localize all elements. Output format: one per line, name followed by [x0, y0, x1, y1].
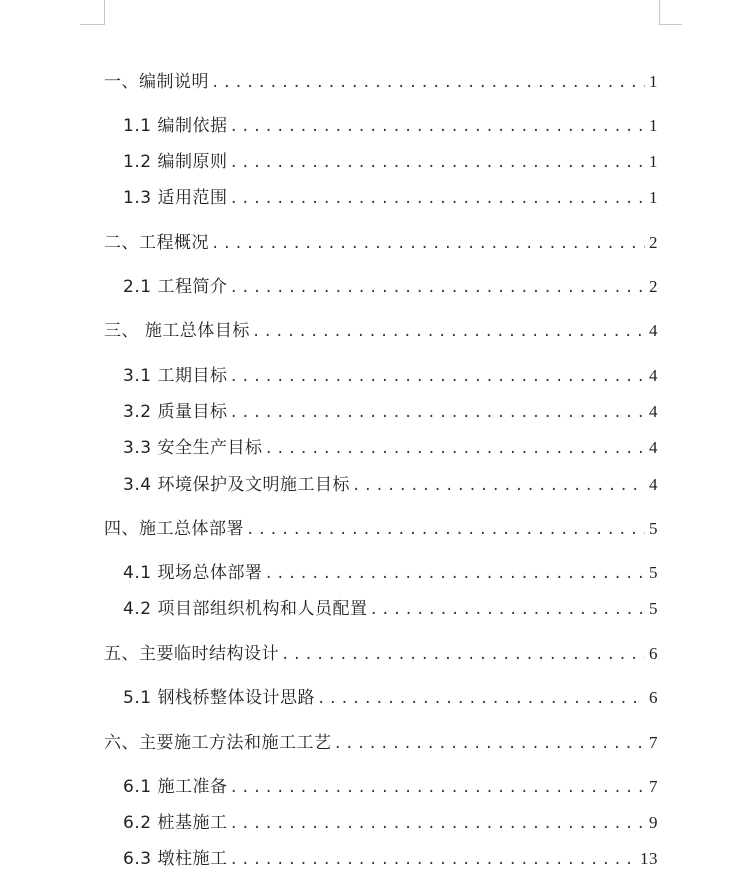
- toc-entry-6-1[interactable]: [123, 776, 658, 799]
- toc-page-number: 5: [649, 519, 658, 538]
- toc-entry-4[interactable]: [104, 518, 658, 541]
- toc-dot-leader: [229, 813, 645, 835]
- toc-page-number: 1: [649, 152, 658, 171]
- toc-page-number: 5: [649, 599, 658, 618]
- toc-entry-3-4[interactable]: [123, 474, 658, 497]
- toc-page-number: 1: [649, 188, 658, 207]
- toc-entry-title: 四、施工总体部署: [104, 519, 244, 539]
- toc-entry-title: 4.1 现场总体部署: [123, 563, 263, 583]
- toc-entry-title: 6.3 墩柱施工: [123, 849, 228, 869]
- toc-page-number: 9: [649, 813, 658, 832]
- toc-page-number: 4: [649, 321, 658, 340]
- toc-dot-leader: [229, 402, 645, 424]
- toc-page-number: 1: [649, 72, 658, 91]
- toc-entry-title: 一、编制说明: [104, 72, 209, 92]
- toc-page-number: 1: [649, 116, 658, 135]
- toc-entry-title: 2.1 工程简介: [123, 277, 228, 297]
- toc-entry-6-2[interactable]: [123, 812, 658, 835]
- toc-entry-1-2[interactable]: [123, 151, 658, 174]
- toc-entry-title: 6.2 桩基施工: [123, 813, 228, 833]
- toc-dot-leader: [334, 733, 646, 755]
- toc-entry-2-1[interactable]: [123, 276, 658, 299]
- toc-page-number: 6: [649, 688, 658, 707]
- toc-dot-leader: [369, 599, 645, 621]
- toc-dot-leader: [229, 366, 645, 388]
- toc-entry-title: 五、主要临时结构设计: [104, 644, 279, 664]
- toc-entry-6[interactable]: [104, 732, 658, 755]
- toc-dot-leader: [317, 688, 645, 710]
- toc-entry-5-1[interactable]: [123, 687, 658, 710]
- toc-entry-1-1[interactable]: [123, 115, 658, 138]
- toc-entry-3-2[interactable]: [123, 401, 658, 424]
- toc-entry-4-1[interactable]: [123, 562, 658, 585]
- toc-dot-leader: [352, 475, 645, 497]
- toc-dot-leader: [264, 438, 645, 460]
- toc-entry-title: 1.1 编制依据: [123, 116, 228, 136]
- toc-entry-title: 1.2 编制原则: [123, 152, 228, 172]
- toc-entry-4-2[interactable]: [123, 598, 658, 621]
- toc-page-number: 2: [649, 277, 658, 296]
- toc-dot-leader: [229, 188, 645, 210]
- toc-page-number: 7: [649, 777, 658, 796]
- toc-page-number: 6: [649, 644, 658, 663]
- toc-dot-leader: [252, 321, 645, 343]
- toc-page-number: 13: [640, 849, 658, 868]
- toc-entry-2[interactable]: [104, 232, 658, 255]
- toc-entry-title: 三、 施工总体目标: [104, 321, 250, 341]
- toc-page-number: 4: [649, 475, 658, 494]
- toc-entry-title: 六、主要施工方法和施工工艺: [104, 733, 332, 753]
- toc-page-number: 4: [649, 402, 658, 421]
- toc-dot-leader: [229, 849, 636, 871]
- toc-entry-title: 3.3 安全生产目标: [123, 438, 263, 458]
- toc-entry-3[interactable]: [104, 320, 658, 343]
- toc-entry-title: 6.1 施工准备: [123, 777, 228, 797]
- toc-dot-leader: [211, 233, 645, 255]
- toc-entry-title: 3.1 工期目标: [123, 366, 228, 386]
- toc-entry-title: 3.4 环境保护及文明施工目标: [123, 475, 350, 495]
- toc-entry-title: 1.3 适用范围: [123, 188, 228, 208]
- toc-dot-leader: [246, 519, 645, 541]
- toc-dot-leader: [229, 152, 645, 174]
- toc-dot-leader: [229, 277, 645, 299]
- toc-entry-title: 3.2 质量目标: [123, 402, 228, 422]
- toc-page-number: 4: [649, 438, 658, 457]
- toc-dot-leader: [281, 644, 645, 666]
- toc-dot-leader: [264, 563, 645, 585]
- toc-dot-leader: [229, 777, 645, 799]
- toc-entry-1[interactable]: [104, 71, 658, 94]
- toc-entry-3-3[interactable]: [123, 437, 658, 460]
- toc-dot-leader: [229, 116, 645, 138]
- toc-page-number: 7: [649, 733, 658, 752]
- toc-entry-1-3[interactable]: [123, 187, 658, 210]
- toc-entry-6-3[interactable]: [123, 848, 658, 871]
- toc-page-number: 5: [649, 563, 658, 582]
- toc-entry-title: 5.1 钢栈桥整体设计思路: [123, 688, 315, 708]
- toc-page-number: 2: [649, 233, 658, 252]
- toc-entry-title: 二、工程概况: [104, 233, 209, 253]
- toc-entry-5[interactable]: [104, 643, 658, 666]
- toc-page-number: 4: [649, 366, 658, 385]
- toc-entry-title: 4.2 项目部组织机构和人员配置: [123, 599, 368, 619]
- toc-dot-leader: [211, 72, 645, 94]
- toc-entry-3-1[interactable]: [123, 365, 658, 388]
